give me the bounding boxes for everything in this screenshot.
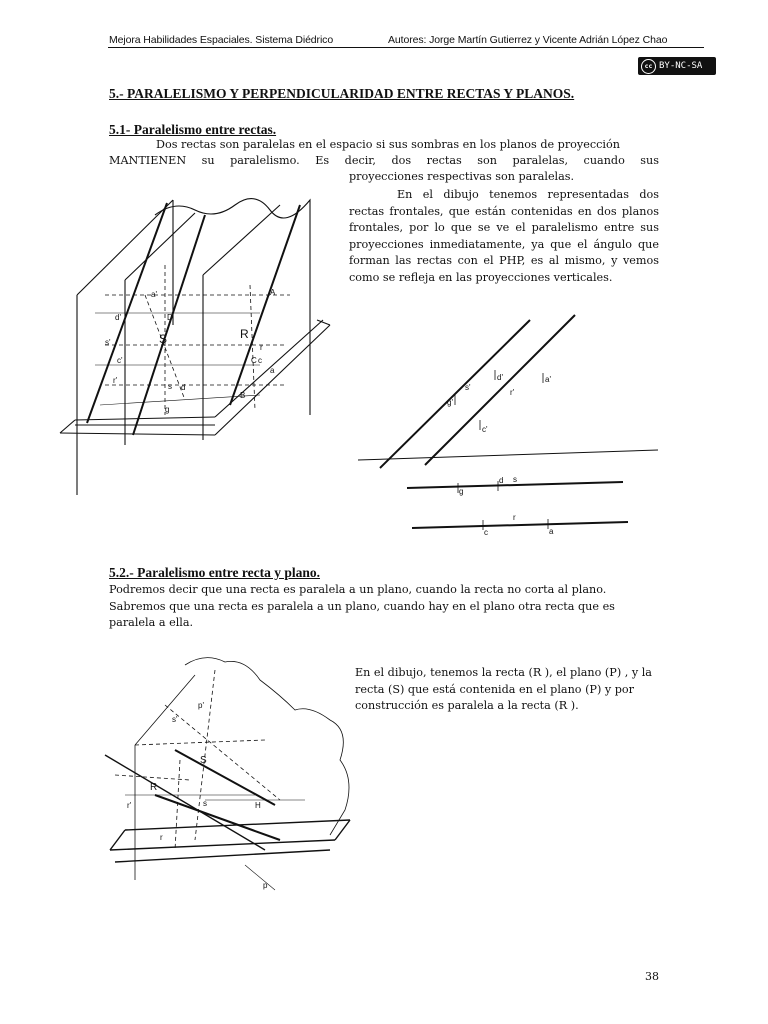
fig2-label-a: a [549, 527, 554, 536]
section2-paragraph-1: Podremos decir que una recta es paralela a un plano, cuando la recta no corta al plano. Sabremos que una recta es paralela a un plano, cuando hay en el plano otra recta que es paralela a ella. [109, 583, 615, 629]
fig3-label-p-prime: p' [198, 701, 204, 710]
fig2-label-d: d [499, 476, 504, 485]
fig3-label-r-prime: r' [127, 801, 132, 810]
fig3-label-R: R [150, 782, 158, 793]
fig1-label-D: D [167, 313, 173, 322]
header-right: Autores: Jorge Martín Gutierrez y Vicente Adrián López Chao [388, 34, 668, 46]
fig2-label-s-prime: s' [465, 383, 471, 392]
intro-line-2: MANTIENEN su paralelismo. Es decir, dos rectas son paralelas, cuando sus [109, 154, 659, 167]
header-rule [108, 47, 704, 48]
fig1-label-g: g [165, 405, 170, 414]
intro-line-3: proyecciones respectivas son paralelas. [349, 170, 575, 183]
fig1-label-a: a [270, 366, 275, 375]
fig1-label-c: c [258, 356, 262, 365]
fig2-label-c: c [484, 528, 488, 537]
frontal-planes-3d-figure [55, 185, 345, 495]
section1-paragraph: En el dibujo tenemos representadas dos rectas frontales, que están contenidas en dos planos frontales, por lo que se ve el paralelismo entre sus proyecciones inmediatamente, ya que el ángulo que forman las rectas con el PHP, es al mismo, y vemos como se refleja en las proyecciones verticales. [349, 188, 659, 284]
fig1-label-c-prime: c' [117, 356, 123, 365]
fig3-label-s: s [203, 799, 207, 808]
fig1-label-d-prime: d' [115, 313, 121, 322]
fig3-label-S: S [200, 755, 207, 766]
fig1-label-s: s [168, 382, 172, 391]
fig2-label-g: g [459, 487, 464, 496]
fig2-label-g-prime: g' [447, 398, 453, 407]
fig1-label-r-prime: r' [113, 376, 118, 385]
fig1-label-S: S [159, 332, 168, 346]
fig2-label-a-prime: a' [545, 375, 551, 384]
fig2-label-s: s [513, 475, 517, 484]
fig2-label-d-prime: d' [497, 373, 503, 382]
fig1-label-a-prime: a' [151, 290, 157, 299]
intro-line-1: Dos rectas son paralelas en el espacio si sus sombras en los planos de proyección [156, 138, 620, 151]
fig2-label-r: r [513, 513, 516, 522]
fig1-label-R: R [240, 327, 249, 341]
fig3-label-H: H [255, 801, 261, 810]
fig1-label-s-prime: s' [105, 338, 111, 347]
page-title: 5.- PARALELISMO Y PERPENDICULARIDAD ENTRE RECTAS Y PLANOS. [109, 86, 575, 101]
fig3-label-p: p [263, 881, 268, 890]
section-heading-5-1: 5.1- Paralelismo entre rectas. [109, 122, 277, 137]
fig3-label-s-prime: s' [172, 715, 178, 724]
section-heading-5-2: 5.2.- Paralelismo entre recta y plano. [109, 565, 320, 580]
fig1-label-A: A [270, 288, 276, 297]
fig2-label-r-prime: r' [510, 388, 515, 397]
fig2-label-c-prime: c' [482, 425, 488, 434]
cc-icon: cc [641, 59, 656, 74]
fig1-label-d: d [181, 383, 186, 392]
fig1-label-r: r [260, 343, 263, 352]
fig3-label-r: r [160, 833, 163, 842]
fig1-label-B: B [240, 391, 246, 400]
section2-paragraph-2: En el dibujo, tenemos la recta (R ), el plano (P) , y la recta (S) que está contenida en el plano (P) y por construcción es paralela a la recta (R ). [355, 666, 652, 712]
line-plane-3d-figure [95, 650, 365, 895]
cc-license-badge [638, 57, 716, 75]
license-text: BY-NC-SA [659, 61, 703, 71]
fig1-label-C: C [251, 356, 257, 365]
projections-diagram [355, 310, 665, 545]
header-left: Mejora Habilidades Espaciales. Sistema Diédrico [109, 34, 334, 46]
page-number: 38 [645, 970, 659, 983]
